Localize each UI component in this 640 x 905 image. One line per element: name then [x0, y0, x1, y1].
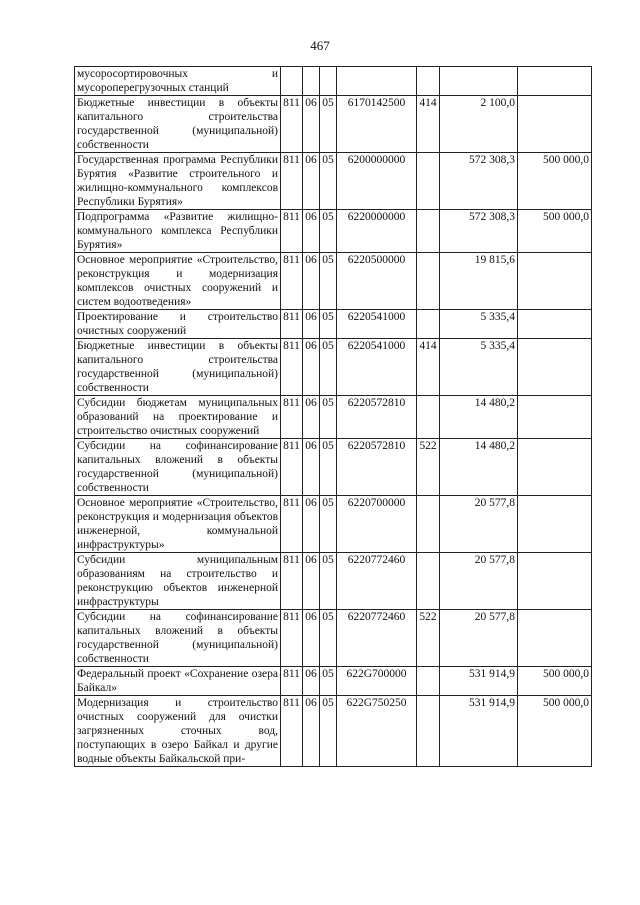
- amount-year-2: 500 000,0: [518, 667, 592, 696]
- section-code: 06: [303, 253, 320, 310]
- row-description: Государственная программа Республики Бурятия «Развитие строительного и жилищно-коммунального комплексов Республики Бурятия»: [75, 153, 281, 210]
- target-article-code: 6170142500: [337, 96, 417, 153]
- amount-year-2: 500 000,0: [518, 153, 592, 210]
- row-description: мусоросортировочных и мусороперегрузочных станций: [75, 67, 281, 96]
- amount-year-1: 20 577,8: [440, 553, 518, 610]
- ministry-code: 811: [281, 339, 303, 396]
- section-code: 06: [303, 610, 320, 667]
- table-row: [75, 67, 592, 96]
- ministry-code: 811: [281, 396, 303, 439]
- row-description: Модернизация и строительство очистных сооружений для очистки загрязненных сточных вод, поступающих в озеро Байкал и другие водные объекты Байкальской при-: [75, 696, 281, 767]
- table-row: [75, 553, 592, 610]
- expense-type-code: [417, 667, 440, 696]
- target-article-code: 6220500000: [337, 253, 417, 310]
- row-description: Проектирование и строительство очистных сооружений: [75, 310, 281, 339]
- expense-type-code: [417, 553, 440, 610]
- subsection-code: 05: [320, 667, 337, 696]
- amount-year-2: [518, 610, 592, 667]
- amount-year-2: [518, 496, 592, 553]
- expense-type-code: [417, 310, 440, 339]
- target-article-code: 6220000000: [337, 210, 417, 253]
- expense-type-code: [417, 67, 440, 96]
- amount-year-2: [518, 339, 592, 396]
- row-description: Основное мероприятие «Строительство, реконструкция и модернизация комплексов очистных сооружений и систем водоотведения»: [75, 253, 281, 310]
- target-article-code: 6220541000: [337, 310, 417, 339]
- table-row: [75, 310, 592, 339]
- amount-year-1: 5 335,4: [440, 339, 518, 396]
- budget-table-body: [75, 67, 592, 767]
- amount-year-1: 14 480,2: [440, 396, 518, 439]
- amount-year-2: 500 000,0: [518, 210, 592, 253]
- subsection-code: 05: [320, 210, 337, 253]
- target-article-code: 6220772460: [337, 553, 417, 610]
- row-description: Субсидии на софинансирование капитальных вложений в объекты государственной (муниципальной) собственности: [75, 610, 281, 667]
- table-row: [75, 210, 592, 253]
- expense-type-code: [417, 696, 440, 767]
- subsection-code: 05: [320, 153, 337, 210]
- subsection-code: 05: [320, 439, 337, 496]
- amount-year-1: 20 577,8: [440, 496, 518, 553]
- amount-year-2: [518, 396, 592, 439]
- subsection-code: 05: [320, 96, 337, 153]
- amount-year-1: [440, 67, 518, 96]
- amount-year-1: 2 100,0: [440, 96, 518, 153]
- expense-type-code: [417, 496, 440, 553]
- ministry-code: 811: [281, 667, 303, 696]
- amount-year-1: 20 577,8: [440, 610, 518, 667]
- amount-year-2: [518, 553, 592, 610]
- subsection-code: 05: [320, 396, 337, 439]
- table-row: [75, 396, 592, 439]
- table-row: [75, 153, 592, 210]
- amount-year-1: 5 335,4: [440, 310, 518, 339]
- ministry-code: 811: [281, 96, 303, 153]
- amount-year-2: 500 000,0: [518, 696, 592, 767]
- amount-year-2: [518, 439, 592, 496]
- section-code: 06: [303, 439, 320, 496]
- section-code: 06: [303, 667, 320, 696]
- expense-type-code: 522: [417, 610, 440, 667]
- target-article-code: 6220572810: [337, 439, 417, 496]
- row-description: Подпрограмма «Развитие жилищно-коммунального комплекса Республики Бурятия»: [75, 210, 281, 253]
- amount-year-1: 531 914,9: [440, 667, 518, 696]
- section-code: 06: [303, 396, 320, 439]
- ministry-code: 811: [281, 310, 303, 339]
- subsection-code: 05: [320, 253, 337, 310]
- target-article-code: 6220772460: [337, 610, 417, 667]
- target-article-code: [337, 67, 417, 96]
- table-row: [75, 610, 592, 667]
- target-article-code: 6220541000: [337, 339, 417, 396]
- table-row: [75, 96, 592, 153]
- row-description: Основное мероприятие «Строительство, реконструкция и модернизация объектов инженерной, коммунальной инфраструктуры»: [75, 496, 281, 553]
- expense-type-code: [417, 210, 440, 253]
- row-description: Федеральный проект «Сохранение озера Байкал»: [75, 667, 281, 696]
- section-code: [303, 67, 320, 96]
- section-code: 06: [303, 553, 320, 610]
- target-article-code: 6200000000: [337, 153, 417, 210]
- subsection-code: 05: [320, 496, 337, 553]
- section-code: 06: [303, 96, 320, 153]
- ministry-code: 811: [281, 696, 303, 767]
- table-row: [75, 496, 592, 553]
- ministry-code: 811: [281, 210, 303, 253]
- section-code: 06: [303, 153, 320, 210]
- amount-year-2: [518, 67, 592, 96]
- table-row: [75, 667, 592, 696]
- table-row: [75, 696, 592, 767]
- expense-type-code: 414: [417, 96, 440, 153]
- ministry-code: 811: [281, 439, 303, 496]
- subsection-code: 05: [320, 610, 337, 667]
- table-row: [75, 253, 592, 310]
- row-description: Субсидии муниципальным образованиям на строительство и реконструкцию объектов инженерной инфраструктуры: [75, 553, 281, 610]
- row-description: Бюджетные инвестиции в объекты капитального строительства государственной (муниципальной) собственности: [75, 96, 281, 153]
- amount-year-2: [518, 253, 592, 310]
- amount-year-1: 531 914,9: [440, 696, 518, 767]
- ministry-code: 811: [281, 253, 303, 310]
- expense-type-code: [417, 153, 440, 210]
- expense-type-code: 414: [417, 339, 440, 396]
- section-code: 06: [303, 310, 320, 339]
- amount-year-1: 19 815,6: [440, 253, 518, 310]
- amount-year-2: [518, 310, 592, 339]
- ministry-code: 811: [281, 153, 303, 210]
- section-code: 06: [303, 696, 320, 767]
- budget-table: [74, 66, 592, 767]
- row-description: Бюджетные инвестиции в объекты капитального строительства государственной (муниципальной) собственности: [75, 339, 281, 396]
- target-article-code: 622G700000: [337, 667, 417, 696]
- expense-type-code: [417, 396, 440, 439]
- section-code: 06: [303, 210, 320, 253]
- subsection-code: 05: [320, 339, 337, 396]
- amount-year-2: [518, 96, 592, 153]
- subsection-code: 05: [320, 553, 337, 610]
- section-code: 06: [303, 496, 320, 553]
- amount-year-1: 572 308,3: [440, 210, 518, 253]
- table-row: [75, 439, 592, 496]
- row-description: Субсидии бюджетам муниципальных образований на проектирование и строительство очистных сооружений: [75, 396, 281, 439]
- ministry-code: 811: [281, 610, 303, 667]
- ministry-code: [281, 67, 303, 96]
- ministry-code: 811: [281, 496, 303, 553]
- subsection-code: 05: [320, 310, 337, 339]
- subsection-code: 05: [320, 696, 337, 767]
- target-article-code: 6220700000: [337, 496, 417, 553]
- subsection-code: [320, 67, 337, 96]
- target-article-code: 622G750250: [337, 696, 417, 767]
- expense-type-code: [417, 253, 440, 310]
- ministry-code: 811: [281, 553, 303, 610]
- row-description: Субсидии на софинансирование капитальных вложений в объекты государственной (муниципальной) собственности: [75, 439, 281, 496]
- target-article-code: 6220572810: [337, 396, 417, 439]
- amount-year-1: 14 480,2: [440, 439, 518, 496]
- page-number: 467: [310, 38, 330, 53]
- section-code: 06: [303, 339, 320, 396]
- table-row: [75, 339, 592, 396]
- amount-year-1: 572 308,3: [440, 153, 518, 210]
- expense-type-code: 522: [417, 439, 440, 496]
